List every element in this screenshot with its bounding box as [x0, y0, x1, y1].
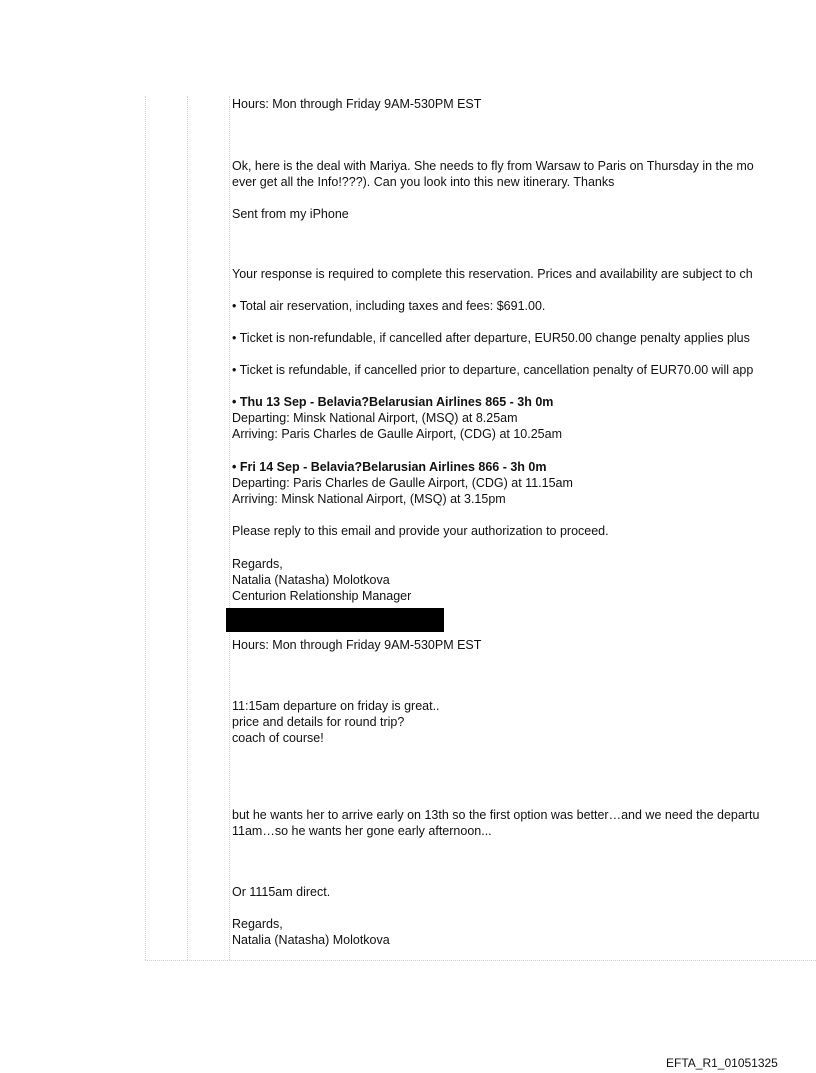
quote-rule-middle [187, 96, 188, 960]
hours-line: Hours: Mon through Friday 9AM-530PM EST [232, 97, 482, 111]
bullet-item: • Ticket is non-refundable, if cancelled after departure, EUR50.00 change penalty applies plus [232, 331, 750, 345]
message-line: 11am…so he wants her gone early afternoon... [232, 824, 492, 838]
signature-line: Regards, [232, 917, 283, 931]
signature-line: Regards, [232, 557, 283, 571]
hours-line: Hours: Mon through Friday 9AM-530PM EST [232, 638, 482, 652]
message-line: coach of course! [232, 731, 324, 745]
flight-detail: Arriving: Minsk National Airport, (MSQ) at 3.15pm [232, 492, 506, 506]
message-line: Ok, here is the deal with Mariya. She needs to fly from Warsaw to Paris on Thursday in the mo [232, 159, 754, 173]
quote-rule-outer [145, 96, 146, 960]
flight-detail: Arriving: Paris Charles de Gaulle Airport, (CDG) at 10.25am [232, 427, 562, 441]
message-line: Your response is required to complete this reservation. Prices and availability are subject to ch [232, 267, 753, 281]
document-id: EFTA_R1_01051325 [666, 1056, 778, 1070]
message-line: 11:15am departure on friday is great.. [232, 699, 440, 713]
bullet-item: • Ticket is refundable, if cancelled prior to departure, cancellation penalty of EUR70.00 will app [232, 363, 754, 377]
message-line: price and details for round trip? [232, 715, 405, 729]
flight-heading: • Fri 14 Sep - Belavia?Belarusian Airlines 866 - 3h 0m [232, 460, 547, 474]
flight-heading: • Thu 13 Sep - Belavia?Belarusian Airlines 865 - 3h 0m [232, 395, 554, 409]
signature-line: Natalia (Natasha) Molotkova [232, 933, 390, 947]
bullet-item: • Total air reservation, including taxes and fees: $691.00. [232, 299, 546, 313]
signature-line: Sent from my iPhone [232, 207, 349, 221]
message-line: Please reply to this email and provide your authorization to proceed. [232, 524, 609, 538]
email-body [232, 96, 816, 960]
redaction-box [226, 608, 444, 632]
signature-line: Natalia (Natasha) Molotkova [232, 573, 390, 587]
flight-detail: Departing: Paris Charles de Gaulle Airport, (CDG) at 11.15am [232, 476, 573, 490]
message-line: but he wants her to arrive early on 13th so the first option was better…and we need the departu [232, 808, 760, 822]
quote-rule-inner [229, 96, 230, 960]
signature-line: Centurion Relationship Manager [232, 589, 412, 603]
message-line: ever get all the Info!???). Can you look into this new itinerary. Thanks [232, 175, 615, 189]
message-line: Or 1115am direct. [232, 885, 331, 899]
flight-detail: Departing: Minsk National Airport, (MSQ) at 8.25am [232, 411, 518, 425]
